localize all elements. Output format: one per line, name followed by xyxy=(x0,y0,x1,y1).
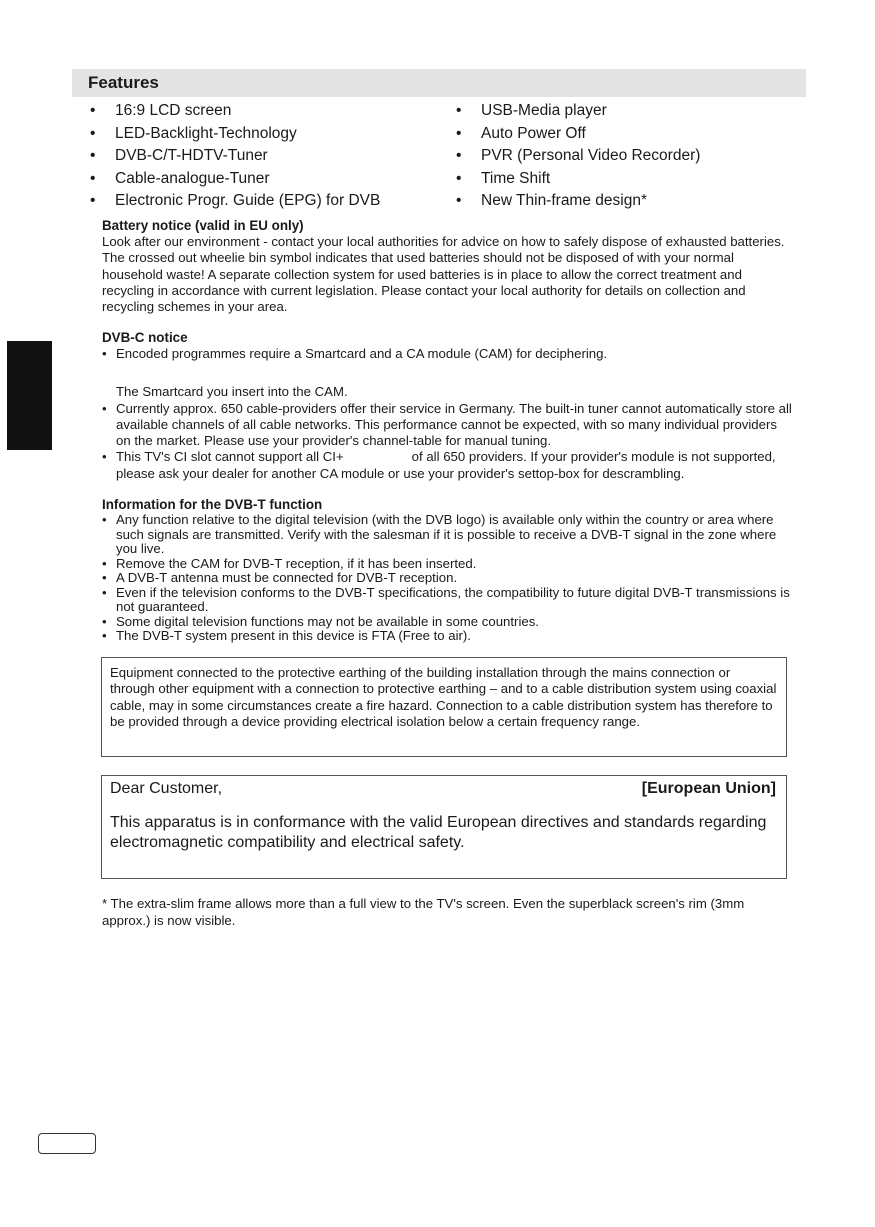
feature-item: • USB-Media player xyxy=(454,100,700,123)
earthing-notice-box xyxy=(101,657,787,757)
feature-item: • Auto Power Off xyxy=(454,123,700,146)
feature-item: • DVB-C/T-HDTV-Tuner xyxy=(88,145,380,168)
dvbt-info-item: • Remove the CAM for DVB-T reception, if it has been inserted. xyxy=(102,557,792,572)
feature-item: • Time Shift xyxy=(454,168,700,191)
dvbc-ci-slot-text-a: This TV's CI slot cannot support all CI+ xyxy=(116,449,344,465)
features-list-left xyxy=(88,100,380,213)
dvbt-info-item: • Some digital television functions may not be available in some countries. xyxy=(102,615,792,630)
region-label: [European Union] xyxy=(641,780,776,797)
dvbc-ci-slot-text-b: of all 650 providers. If your provider's module is not supported, please ask your dealer for another CA module or use your provider's settop-box for descrambling. xyxy=(116,449,776,481)
customer-conformity-box xyxy=(101,775,787,879)
battery-notice-text: Look after our environment - contact your local authorities for advice on how to safely dispose of exhausted batteries. The crossed out wheelie bin symbol indicates that used batteries should not be disposed of with your normal household waste! A separate collection system for used batteries is in place to allow the correct treatment and recycling in accordance with current legislation. Please contact your local authority for details on collection and recycling schemes in your area. xyxy=(102,234,785,315)
dvbc-bullet-cam: • Encoded programmes require a Smartcard and a CA module (CAM) for deciphering. xyxy=(102,346,792,362)
dvbt-info-item: • Even if the television conforms to the DVB-T specifications, the compatibility to future digital DVB-T transmissions is not guaranteed. xyxy=(102,586,792,615)
footnote: * The extra-slim frame allows more than a full view to the TV's screen. Even the superblack screen's rim (3mm approx.) is now visible. xyxy=(102,896,745,928)
dvbt-info-heading: Information for the DVB-T function xyxy=(102,497,323,512)
customer-greeting: Dear Customer, xyxy=(110,780,223,797)
earthing-notice-text: Equipment connected to the protective earthing of the building installation through the mains connection or through other equipment with a connection to protective earthing – and to a cable distribution system using coaxial cable, may in some circumstances create a fire hazard. Connection to a cable distribution system has therefore to be provided through a device providing electrical isolation below a certain frequency range. xyxy=(110,665,777,730)
feature-item: • Electronic Progr. Guide (EPG) for DVB xyxy=(88,190,380,213)
features-header-bar xyxy=(72,69,806,97)
dvbc-bullet-providers: • Currently approx. 650 cable-providers offer their service in Germany. The built-in tuner cannot automatically store all available channels of all cable networks. This performance cannot be expected, with so many individual providers on the market. Please use your provider's channel-table for manual tuning. xyxy=(102,401,792,450)
feature-item: • 16:9 LCD screen xyxy=(88,100,380,123)
page-number-box xyxy=(38,1133,96,1154)
dvbt-info-section xyxy=(102,497,792,644)
feature-item: • Cable-analogue-Tuner xyxy=(88,168,380,191)
feature-item: • LED-Backlight-Technology xyxy=(88,123,380,146)
conformity-text: This apparatus is in conformance with the valid European directives and standards regarding electromagnetic compatibility and electrical safety. xyxy=(110,814,767,851)
features-list-right xyxy=(454,100,700,213)
features-title: Features xyxy=(88,73,159,92)
dvbt-info-item: • Any function relative to the digital television (with the DVB logo) is available only within the country or area where such signals are transmitted. Verify with the salesman if it is possible to receive a DVB-T signal in the zone where you live. xyxy=(102,513,792,557)
dvbc-notice-heading: DVB-C notice xyxy=(102,330,188,345)
dvbc-smartcard-line: The Smartcard you insert into the CAM. xyxy=(116,384,348,400)
dvbc-notice-section xyxy=(102,330,792,482)
dvbt-info-item: • The DVB-T system present in this device is FTA (Free to air). xyxy=(102,629,792,644)
feature-item: • New Thin-frame design* xyxy=(454,190,700,213)
dvbt-info-item: • A DVB-T antenna must be connected for DVB-T reception. xyxy=(102,571,792,586)
dvbc-bullet-ci-slot xyxy=(102,449,792,482)
language-side-tab xyxy=(7,341,52,450)
feature-item: • PVR (Personal Video Recorder) xyxy=(454,145,700,168)
battery-notice-heading: Battery notice (valid in EU only) xyxy=(102,218,304,233)
battery-notice-section xyxy=(102,218,792,315)
